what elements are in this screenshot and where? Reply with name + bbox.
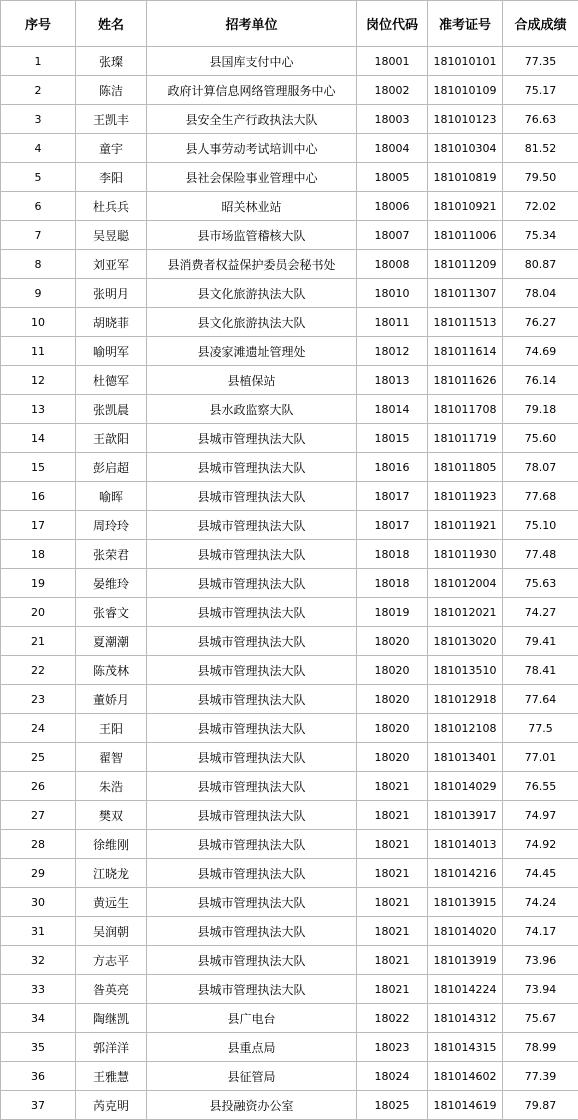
table-row	[1, 279, 578, 308]
cell-score: 73.94	[503, 975, 578, 1004]
table-row	[1, 337, 578, 366]
cell-exam-id: 181014216	[428, 859, 503, 888]
cell-index: 9	[1, 279, 76, 308]
cell-score: 74.17	[503, 917, 578, 946]
table-row	[1, 540, 578, 569]
cell-index: 13	[1, 395, 76, 424]
cell-exam-id: 181014020	[428, 917, 503, 946]
cell-name: 王雅慧	[76, 1062, 147, 1091]
cell-post-code: 18005	[357, 163, 428, 192]
cell-name: 杜德军	[76, 366, 147, 395]
cell-post-code: 18007	[357, 221, 428, 250]
cell-unit: 县安全生产行政执法大队	[147, 105, 357, 134]
cell-exam-id: 181013915	[428, 888, 503, 917]
header-row	[1, 1, 578, 47]
header-exam-id: 准考证号	[428, 1, 503, 47]
cell-exam-id: 181012108	[428, 714, 503, 743]
cell-post-code: 18021	[357, 801, 428, 830]
table-row	[1, 250, 578, 279]
cell-unit: 县城市管理执法大队	[147, 482, 357, 511]
cell-exam-id: 181012004	[428, 569, 503, 598]
table-row	[1, 859, 578, 888]
header-name: 姓名	[76, 1, 147, 47]
cell-exam-id: 181011626	[428, 366, 503, 395]
table-row	[1, 47, 578, 76]
cell-post-code: 18001	[357, 47, 428, 76]
table-row	[1, 801, 578, 830]
cell-index: 2	[1, 76, 76, 105]
cell-name: 昝英亮	[76, 975, 147, 1004]
cell-post-code: 18018	[357, 569, 428, 598]
cell-post-code: 18010	[357, 279, 428, 308]
header-post-code: 岗位代码	[357, 1, 428, 47]
cell-post-code: 18019	[357, 598, 428, 627]
cell-post-code: 18020	[357, 685, 428, 714]
cell-post-code: 18017	[357, 482, 428, 511]
cell-exam-id: 181012021	[428, 598, 503, 627]
cell-index: 24	[1, 714, 76, 743]
cell-index: 35	[1, 1033, 76, 1062]
table-body	[1, 47, 578, 1120]
cell-post-code: 18021	[357, 859, 428, 888]
cell-name: 吴昱聪	[76, 221, 147, 250]
cell-post-code: 18016	[357, 453, 428, 482]
cell-exam-id: 181013020	[428, 627, 503, 656]
cell-score: 75.10	[503, 511, 578, 540]
cell-exam-id: 181010819	[428, 163, 503, 192]
cell-unit: 县城市管理执法大队	[147, 801, 357, 830]
cell-score: 77.35	[503, 47, 578, 76]
cell-unit: 县植保站	[147, 366, 357, 395]
cell-index: 12	[1, 366, 76, 395]
cell-name: 王阳	[76, 714, 147, 743]
cell-exam-id: 181010101	[428, 47, 503, 76]
cell-exam-id: 181011921	[428, 511, 503, 540]
table-row	[1, 714, 578, 743]
cell-post-code: 18023	[357, 1033, 428, 1062]
cell-unit: 县城市管理执法大队	[147, 598, 357, 627]
cell-name: 王歆阳	[76, 424, 147, 453]
cell-unit: 县国库支付中心	[147, 47, 357, 76]
cell-index: 26	[1, 772, 76, 801]
table-row	[1, 685, 578, 714]
cell-name: 周玲玲	[76, 511, 147, 540]
cell-score: 73.96	[503, 946, 578, 975]
cell-index: 4	[1, 134, 76, 163]
cell-exam-id: 181010304	[428, 134, 503, 163]
cell-name: 张明月	[76, 279, 147, 308]
cell-name: 张璨	[76, 47, 147, 76]
cell-score: 74.27	[503, 598, 578, 627]
table-row	[1, 598, 578, 627]
cell-post-code: 18021	[357, 888, 428, 917]
header-score: 合成成绩	[503, 1, 578, 47]
cell-post-code: 18021	[357, 975, 428, 1004]
cell-name: 王凯丰	[76, 105, 147, 134]
cell-unit: 县人事劳动考试培训中心	[147, 134, 357, 163]
cell-score: 75.67	[503, 1004, 578, 1033]
cell-post-code: 18024	[357, 1062, 428, 1091]
cell-score: 74.24	[503, 888, 578, 917]
cell-unit: 县文化旅游执法大队	[147, 279, 357, 308]
cell-exam-id: 181014224	[428, 975, 503, 1004]
cell-index: 18	[1, 540, 76, 569]
cell-unit: 县城市管理执法大队	[147, 569, 357, 598]
cell-score: 80.87	[503, 250, 578, 279]
cell-post-code: 18021	[357, 917, 428, 946]
table-row	[1, 453, 578, 482]
cell-exam-id: 181014619	[428, 1091, 503, 1120]
cell-score: 76.27	[503, 308, 578, 337]
cell-name: 晏维玲	[76, 569, 147, 598]
cell-score: 78.04	[503, 279, 578, 308]
cell-post-code: 18008	[357, 250, 428, 279]
cell-name: 陶继凯	[76, 1004, 147, 1033]
cell-score: 75.60	[503, 424, 578, 453]
cell-exam-id: 181014029	[428, 772, 503, 801]
cell-name: 夏潮潮	[76, 627, 147, 656]
table-row	[1, 1033, 578, 1062]
cell-unit: 县城市管理执法大队	[147, 714, 357, 743]
cell-name: 张睿文	[76, 598, 147, 627]
cell-score: 74.69	[503, 337, 578, 366]
table-row	[1, 308, 578, 337]
cell-score: 79.18	[503, 395, 578, 424]
cell-index: 30	[1, 888, 76, 917]
cell-exam-id: 181011209	[428, 250, 503, 279]
cell-index: 32	[1, 946, 76, 975]
cell-score: 78.41	[503, 656, 578, 685]
cell-exam-id: 181013919	[428, 946, 503, 975]
cell-name: 张凯晨	[76, 395, 147, 424]
cell-score: 76.14	[503, 366, 578, 395]
cell-unit: 县城市管理执法大队	[147, 656, 357, 685]
cell-name: 张荣君	[76, 540, 147, 569]
cell-exam-id: 181010109	[428, 76, 503, 105]
header-unit: 招考单位	[147, 1, 357, 47]
cell-index: 16	[1, 482, 76, 511]
cell-index: 14	[1, 424, 76, 453]
cell-post-code: 18006	[357, 192, 428, 221]
cell-name: 童宇	[76, 134, 147, 163]
cell-score: 79.87	[503, 1091, 578, 1120]
cell-score: 74.92	[503, 830, 578, 859]
cell-index: 6	[1, 192, 76, 221]
cell-score: 78.99	[503, 1033, 578, 1062]
cell-score: 72.02	[503, 192, 578, 221]
table-row	[1, 743, 578, 772]
cell-name: 郭洋洋	[76, 1033, 147, 1062]
table-row	[1, 656, 578, 685]
table-row	[1, 366, 578, 395]
cell-exam-id: 181011513	[428, 308, 503, 337]
table-row	[1, 946, 578, 975]
cell-index: 37	[1, 1091, 76, 1120]
cell-score: 79.50	[503, 163, 578, 192]
cell-name: 李阳	[76, 163, 147, 192]
cell-unit: 县凌家滩遗址管理处	[147, 337, 357, 366]
cell-post-code: 18015	[357, 424, 428, 453]
cell-exam-id: 181010921	[428, 192, 503, 221]
table-row	[1, 1091, 578, 1120]
cell-post-code: 18003	[357, 105, 428, 134]
cell-name: 徐维刚	[76, 830, 147, 859]
cell-index: 28	[1, 830, 76, 859]
cell-score: 74.97	[503, 801, 578, 830]
cell-index: 10	[1, 308, 76, 337]
cell-score: 77.68	[503, 482, 578, 511]
cell-unit: 县水政监察大队	[147, 395, 357, 424]
cell-exam-id: 181011614	[428, 337, 503, 366]
cell-index: 25	[1, 743, 76, 772]
cell-post-code: 18014	[357, 395, 428, 424]
table-row	[1, 76, 578, 105]
table-row	[1, 511, 578, 540]
cell-unit: 县社会保险事业管理中心	[147, 163, 357, 192]
cell-name: 喻晖	[76, 482, 147, 511]
cell-score: 77.01	[503, 743, 578, 772]
table-row	[1, 192, 578, 221]
cell-post-code: 18013	[357, 366, 428, 395]
cell-index: 21	[1, 627, 76, 656]
table-row	[1, 569, 578, 598]
table-row	[1, 627, 578, 656]
cell-unit: 县征管局	[147, 1062, 357, 1091]
cell-index: 23	[1, 685, 76, 714]
cell-index: 31	[1, 917, 76, 946]
cell-index: 19	[1, 569, 76, 598]
cell-score: 75.63	[503, 569, 578, 598]
cell-index: 1	[1, 47, 76, 76]
cell-index: 8	[1, 250, 76, 279]
cell-name: 翟智	[76, 743, 147, 772]
table-row	[1, 888, 578, 917]
table-row	[1, 830, 578, 859]
cell-unit: 县城市管理执法大队	[147, 859, 357, 888]
cell-exam-id: 181014315	[428, 1033, 503, 1062]
header-index: 序号	[1, 1, 76, 47]
cell-index: 17	[1, 511, 76, 540]
cell-post-code: 18011	[357, 308, 428, 337]
cell-name: 芮克明	[76, 1091, 147, 1120]
cell-exam-id: 181011006	[428, 221, 503, 250]
cell-index: 5	[1, 163, 76, 192]
cell-index: 33	[1, 975, 76, 1004]
cell-exam-id: 181010123	[428, 105, 503, 134]
cell-name: 江晓龙	[76, 859, 147, 888]
table-row	[1, 772, 578, 801]
cell-unit: 县城市管理执法大队	[147, 772, 357, 801]
table-row	[1, 917, 578, 946]
cell-exam-id: 181014602	[428, 1062, 503, 1091]
cell-unit: 县城市管理执法大队	[147, 685, 357, 714]
table-row	[1, 1062, 578, 1091]
cell-index: 36	[1, 1062, 76, 1091]
cell-name: 方志平	[76, 946, 147, 975]
cell-index: 20	[1, 598, 76, 627]
cell-post-code: 18020	[357, 714, 428, 743]
cell-index: 3	[1, 105, 76, 134]
cell-post-code: 18020	[357, 743, 428, 772]
cell-exam-id: 181013401	[428, 743, 503, 772]
cell-name: 陈茂林	[76, 656, 147, 685]
cell-exam-id: 181011719	[428, 424, 503, 453]
cell-name: 胡晓菲	[76, 308, 147, 337]
cell-index: 7	[1, 221, 76, 250]
cell-exam-id: 181014312	[428, 1004, 503, 1033]
cell-unit: 县城市管理执法大队	[147, 424, 357, 453]
cell-name: 彭启超	[76, 453, 147, 482]
cell-post-code: 18017	[357, 511, 428, 540]
cell-index: 29	[1, 859, 76, 888]
cell-score: 74.45	[503, 859, 578, 888]
cell-exam-id: 181011708	[428, 395, 503, 424]
table-row	[1, 134, 578, 163]
cell-unit: 县市场监管稽核大队	[147, 221, 357, 250]
cell-unit: 县城市管理执法大队	[147, 830, 357, 859]
cell-index: 34	[1, 1004, 76, 1033]
cell-name: 陈洁	[76, 76, 147, 105]
cell-unit: 县城市管理执法大队	[147, 743, 357, 772]
cell-name: 黄远生	[76, 888, 147, 917]
cell-exam-id: 181013917	[428, 801, 503, 830]
cell-unit: 县城市管理执法大队	[147, 975, 357, 1004]
table-row	[1, 395, 578, 424]
cell-score: 78.07	[503, 453, 578, 482]
cell-unit: 昭关林业站	[147, 192, 357, 221]
cell-exam-id: 181013510	[428, 656, 503, 685]
cell-name: 董娇月	[76, 685, 147, 714]
cell-name: 喻明军	[76, 337, 147, 366]
cell-name: 杜兵兵	[76, 192, 147, 221]
table-row	[1, 975, 578, 1004]
table-row	[1, 482, 578, 511]
cell-unit: 县城市管理执法大队	[147, 917, 357, 946]
cell-score: 77.48	[503, 540, 578, 569]
table-row	[1, 105, 578, 134]
cell-unit: 县城市管理执法大队	[147, 453, 357, 482]
cell-post-code: 18025	[357, 1091, 428, 1120]
cell-index: 22	[1, 656, 76, 685]
cell-exam-id: 181011307	[428, 279, 503, 308]
cell-name: 刘亚军	[76, 250, 147, 279]
cell-exam-id: 181014013	[428, 830, 503, 859]
cell-score: 77.5	[503, 714, 578, 743]
cell-score: 76.63	[503, 105, 578, 134]
cell-name: 樊双	[76, 801, 147, 830]
cell-unit: 县文化旅游执法大队	[147, 308, 357, 337]
cell-post-code: 18002	[357, 76, 428, 105]
cell-unit: 政府计算信息网络管理服务中心	[147, 76, 357, 105]
cell-exam-id: 181012918	[428, 685, 503, 714]
cell-score: 76.55	[503, 772, 578, 801]
cell-unit: 县消费者权益保护委员会秘书处	[147, 250, 357, 279]
cell-unit: 县投融资办公室	[147, 1091, 357, 1120]
cell-unit: 县城市管理执法大队	[147, 627, 357, 656]
table-row	[1, 221, 578, 250]
cell-name: 朱浩	[76, 772, 147, 801]
cell-score: 81.52	[503, 134, 578, 163]
table-row	[1, 424, 578, 453]
cell-unit: 县城市管理执法大队	[147, 540, 357, 569]
cell-post-code: 18021	[357, 946, 428, 975]
cell-unit: 县城市管理执法大队	[147, 946, 357, 975]
cell-exam-id: 181011930	[428, 540, 503, 569]
cell-post-code: 18020	[357, 627, 428, 656]
cell-exam-id: 181011923	[428, 482, 503, 511]
cell-score: 77.39	[503, 1062, 578, 1091]
cell-index: 11	[1, 337, 76, 366]
cell-post-code: 18022	[357, 1004, 428, 1033]
cell-post-code: 18021	[357, 772, 428, 801]
cell-unit: 县城市管理执法大队	[147, 888, 357, 917]
cell-post-code: 18021	[357, 830, 428, 859]
cell-index: 27	[1, 801, 76, 830]
cell-exam-id: 181011805	[428, 453, 503, 482]
table-row	[1, 1004, 578, 1033]
cell-unit: 县广电台	[147, 1004, 357, 1033]
table-row	[1, 163, 578, 192]
cell-index: 15	[1, 453, 76, 482]
cell-unit: 县城市管理执法大队	[147, 511, 357, 540]
cell-score: 75.34	[503, 221, 578, 250]
cell-unit: 县重点局	[147, 1033, 357, 1062]
cell-post-code: 18012	[357, 337, 428, 366]
cell-score: 79.41	[503, 627, 578, 656]
cell-post-code: 18004	[357, 134, 428, 163]
cell-score: 77.64	[503, 685, 578, 714]
cell-name: 吴润朝	[76, 917, 147, 946]
cell-post-code: 18018	[357, 540, 428, 569]
cell-post-code: 18020	[357, 656, 428, 685]
cell-score: 75.17	[503, 76, 578, 105]
